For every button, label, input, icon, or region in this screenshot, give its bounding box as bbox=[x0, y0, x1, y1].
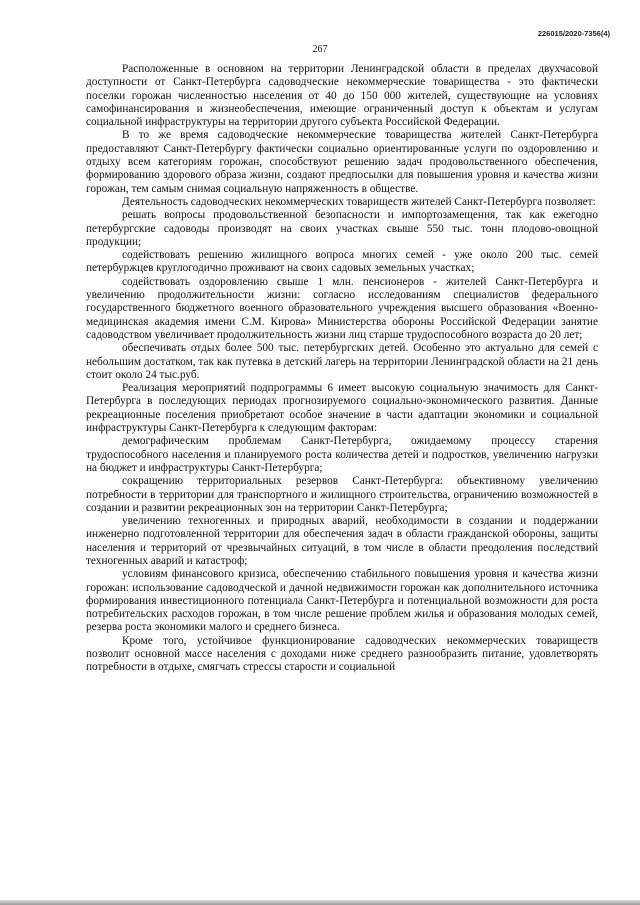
scan-edge bbox=[0, 900, 640, 905]
list-item: демографическим проблемам Санкт-Петербурга, ожидаемому процессу старения трудоспособного населения и планируемого роста количества детей и подростков, увеличению нагрузки на бюджет и инфраструктуры Санкт-Петербурга; bbox=[86, 435, 598, 474]
paragraph: Кроме того, устойчивое функционирование садоводческих некоммерческих товариществ позволит основной массе населения с доходами ниже среднего разнообразить питание, удовлетворять потребности в отдыхе, смягчать стрессы старости и социальной bbox=[86, 634, 598, 674]
list-item: увеличению техногенных и природных аварий, необходимости в создании и поддержании инженерно подготовленной территории для обеспечения задач в области гражданской обороны, защиты населения и территорий от чрезвычайных ситуаций, в том числе в области преодоления последствий техногенных аварий и катастроф; bbox=[86, 515, 598, 567]
list-item: обеспечивать отдых более 500 тыс. петербургских детей. Особенно это актуально для семей с небольшим достатком, так как путевка в детский лагерь на территории Ленинградской области на 21 день стоит около 24 тыс.руб. bbox=[86, 342, 598, 381]
document-registration-stamp: 226015/2020-7356(4) bbox=[537, 29, 610, 38]
list-item: условиям финансового кризиса, обеспечению стабильного повышения уровня и качества жизни горожан: использование садоводческой и дачной недвижимости горожан как дополнительного источника формирования инвестиционного потенциала Санкт-Петербурга и потенциальной возможности для роста потребительских расходов горожан, в том числе решение проблем жилья и образования молодых семей, резерва роста экономики малого и среднего бизнеса. bbox=[86, 568, 598, 634]
list-item: содействовать решению жилищного вопроса многих семей - уже около 200 тыс. семей петербуржцев круглогодично проживают на своих садовых земельных участках; bbox=[86, 249, 598, 275]
page-number: 267 bbox=[312, 44, 328, 55]
paragraph: Расположенные в основном на территории Ленинградской области в пределах двухчасовой доступности от Санкт-Петербурга садоводческие некоммерческие товарищества - это фактически поселки горожан численностью населения от 40 до 150 000 жителей, существующие на условиях самофинансирования и жизнеобеспечения, имеющие ограниченный доступ к объектам и услугам социальной инфраструктуры на территории другого субъекта Российской Федерации. bbox=[86, 63, 598, 129]
list-item: решать вопросы продовольственной безопасности и импортозамещения, так как ежегодно петербургские садоводы производят на своих участках свыше 550 тыс. тонн плодово-овощной продукции; bbox=[86, 209, 598, 248]
document-body bbox=[86, 63, 598, 675]
paragraph: Реализация мероприятий подпрограммы 6 имеет высокую социальную значимость для Санкт-Петербурга в последующих периодах прогнозируемого социально-экономического развития. Данные рекреационные поселения приобретают особое значение в части адаптации экономики и социальной инфраструктуры Санкт-Петербурга к следующим факторам: bbox=[86, 382, 598, 435]
paragraph: В то же время садоводческие некоммерческие товарищества жителей Санкт-Петербурга предоставляют Санкт-Петербургу фактически социально ориентированные услуги по оздоровлению и отдыху всем категориям горожан, способствуют решению задач продовольственного обеспечения, формированию здорового образа жизни, создают предпосылки для повышения уровня и качества жизни горожан, тем самым снимая социальную напряженность в обществе. bbox=[86, 129, 598, 195]
list-item: сокращению территориальных резервов Санкт-Петербурга: объективному увеличению потребности в территории для транспортного и жилищного строительства, ограничению возможностей в создании и развитии рекреационных зон на территории Санкт-Петербурга; bbox=[86, 475, 598, 514]
list-item: содействовать оздоровлению свыше 1 млн. пенсионеров - жителей Санкт-Петербурга и увеличению продолжительности жизни: согласно исследованиям специалистов федерального государственного бюджетного военного образовательного учреждения высшего образования «Военно-медицинская академия имени С.М. Кирова» Министерства обороны Российской Федерации занятие садоводством увеличивает продолжительность жизни лиц старше трудоспособного возраста до 20 лет; bbox=[86, 275, 598, 341]
paragraph: Деятельность садоводческих некоммерческих товариществ жителей Санкт-Петербурга позволяет: bbox=[122, 195, 596, 208]
